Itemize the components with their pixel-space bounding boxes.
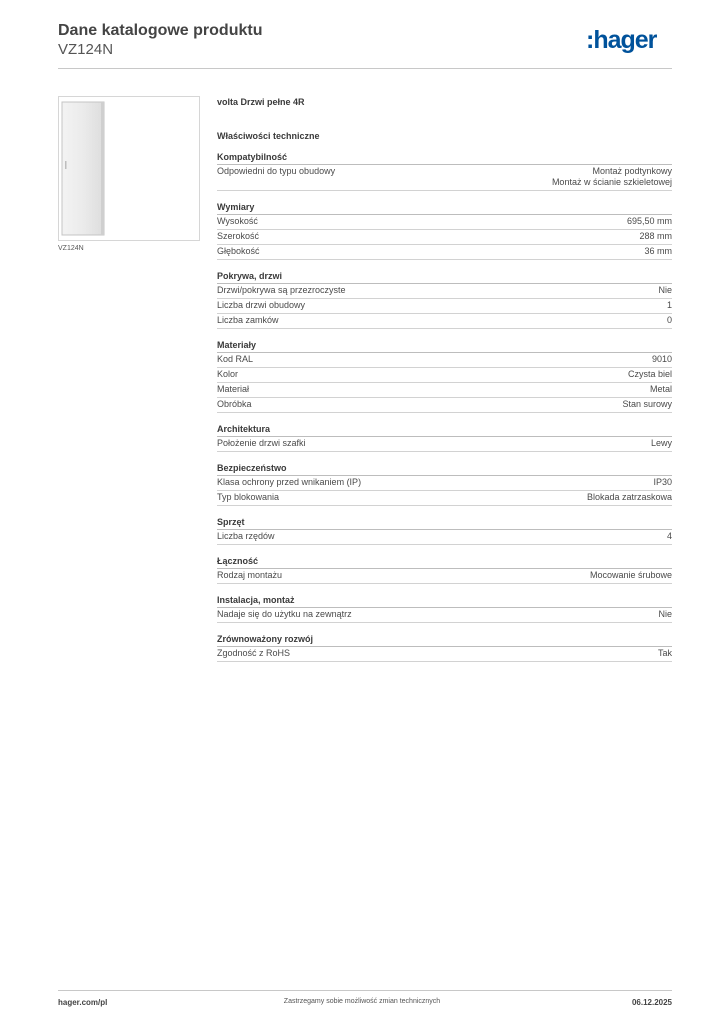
section-title: Kompatybilność <box>217 151 672 165</box>
spec-value <box>627 216 672 227</box>
spec-row <box>217 215 672 230</box>
spec-value-line: Lewy <box>650 438 672 448</box>
spec-value-line: Mocowanie śrubowe <box>589 570 672 580</box>
spec-label: Typ blokowania <box>217 492 280 502</box>
spec-row <box>217 476 672 491</box>
spec-label: Materiał <box>217 384 250 394</box>
product-image <box>58 96 200 241</box>
spec-label: Wysokość <box>217 216 258 226</box>
spec-value <box>552 166 672 188</box>
spec-value-line: Montaż podtynkowy <box>592 166 672 176</box>
spec-row <box>217 314 672 329</box>
product-code: VZ124N <box>58 41 114 58</box>
spec-row <box>217 165 672 191</box>
spec-value-line: 288 mm <box>639 231 672 241</box>
spec-section <box>217 555 672 584</box>
image-caption: VZ124N <box>58 245 84 252</box>
section-title: Pokrywa, drzwi <box>217 270 672 284</box>
spec-value <box>652 354 672 365</box>
spec-value-line: 4 <box>666 531 672 541</box>
spec-section <box>217 151 672 191</box>
spec-section <box>217 633 672 662</box>
footer-disclaimer: Zastrzegamy sobie możliwość zmian technicznych <box>283 998 441 1005</box>
spec-value-line: Blokada zatrzaskowa <box>586 492 672 502</box>
spec-row <box>217 569 672 584</box>
spec-label: Drzwi/pokrywa są przezroczyste <box>217 285 346 295</box>
spec-row <box>217 230 672 245</box>
spec-label: Odpowiedni do typu obudowy <box>217 166 336 176</box>
spec-label: Liczba rzędów <box>217 531 275 541</box>
section-title: Materiały <box>217 339 672 353</box>
spec-label: Szerokość <box>217 231 260 241</box>
spec-section <box>217 594 672 623</box>
spec-value-line: Nie <box>658 609 672 619</box>
spec-value-line: Nie <box>658 285 672 295</box>
spec-row <box>217 437 672 452</box>
spec-value <box>590 570 672 581</box>
spec-value <box>644 246 672 257</box>
properties-heading: Właściwości techniczne <box>217 131 320 141</box>
spec-row <box>217 353 672 368</box>
spec-label: Kod RAL <box>217 354 254 364</box>
spec-value <box>667 531 672 542</box>
spec-section <box>217 423 672 452</box>
section-title: Architektura <box>217 423 672 437</box>
spec-value-line: 9010 <box>651 354 672 364</box>
spec-label: Zgodność z RoHS <box>217 648 291 658</box>
spec-value-line: 36 mm <box>644 246 672 256</box>
spec-label: Klasa ochrony przed wnikaniem (IP) <box>217 477 362 487</box>
spec-value <box>667 300 672 311</box>
page-title: Dane katalogowe produktu <box>58 22 263 39</box>
spec-value-line: 695,50 mm <box>626 216 672 226</box>
section-title: Sprzęt <box>217 516 672 530</box>
spec-label: Liczba zamków <box>217 315 279 325</box>
hager-logo <box>586 26 672 54</box>
spec-value <box>653 477 672 488</box>
spec-section <box>217 462 672 506</box>
page-header <box>58 20 672 70</box>
spec-value <box>651 438 672 449</box>
spec-label: Położenie drzwi szafki <box>217 438 306 448</box>
spec-value <box>587 492 672 503</box>
footer-divider <box>58 990 672 991</box>
spec-row <box>217 368 672 383</box>
spec-value <box>658 648 672 659</box>
spec-section <box>217 201 672 260</box>
spec-value <box>667 315 672 326</box>
spec-row <box>217 647 672 662</box>
spec-row <box>217 608 672 623</box>
spec-label: Głębokość <box>217 246 260 256</box>
spec-label: Rodzaj montażu <box>217 570 283 580</box>
section-title: Wymiary <box>217 201 672 215</box>
spec-section <box>217 516 672 545</box>
spec-value <box>639 231 672 242</box>
spec-row <box>217 284 672 299</box>
svg-text::hager: :hager <box>586 26 657 54</box>
spec-row <box>217 245 672 260</box>
spec-value-line: Stan surowy <box>622 399 672 409</box>
spec-row <box>217 530 672 545</box>
spec-row <box>217 299 672 314</box>
spec-section <box>217 270 672 329</box>
spec-value-line: IP30 <box>653 477 672 487</box>
spec-row <box>217 383 672 398</box>
spec-value <box>658 285 672 296</box>
spec-row <box>217 491 672 506</box>
product-name: volta Drzwi pełne 4R <box>217 97 305 107</box>
spec-label: Liczba drzwi obudowy <box>217 300 306 310</box>
spec-sections <box>217 151 672 662</box>
spec-section <box>217 339 672 413</box>
spec-row <box>217 398 672 413</box>
section-title: Zrównoważony rozwój <box>217 633 672 647</box>
spec-label: Obróbka <box>217 399 252 409</box>
door-panel-image <box>61 101 105 236</box>
spec-label: Nadaje się do użytku na zewnątrz <box>217 609 352 619</box>
spec-value-line: Montaż w ścianie szkieletowej <box>551 177 672 187</box>
section-title: Instalacja, montaż <box>217 594 672 608</box>
spec-label: Kolor <box>217 369 239 379</box>
spec-value-line: 0 <box>666 315 672 325</box>
spec-value-line: 1 <box>666 300 672 310</box>
footer-date: 06.12.2025 <box>631 998 672 1007</box>
section-title: Bezpieczeństwo <box>217 462 672 476</box>
spec-value <box>628 369 672 380</box>
spec-value <box>622 399 672 410</box>
spec-value <box>650 384 672 395</box>
section-title: Łączność <box>217 555 672 569</box>
spec-value-line: Tak <box>657 648 672 658</box>
spec-value <box>658 609 672 620</box>
footer-website-link[interactable]: hager.com/pl <box>58 998 108 1007</box>
spec-value-line: Czysta biel <box>627 369 672 379</box>
spec-value-line: Metal <box>649 384 672 394</box>
header-divider <box>58 68 672 69</box>
specifications <box>217 96 672 672</box>
